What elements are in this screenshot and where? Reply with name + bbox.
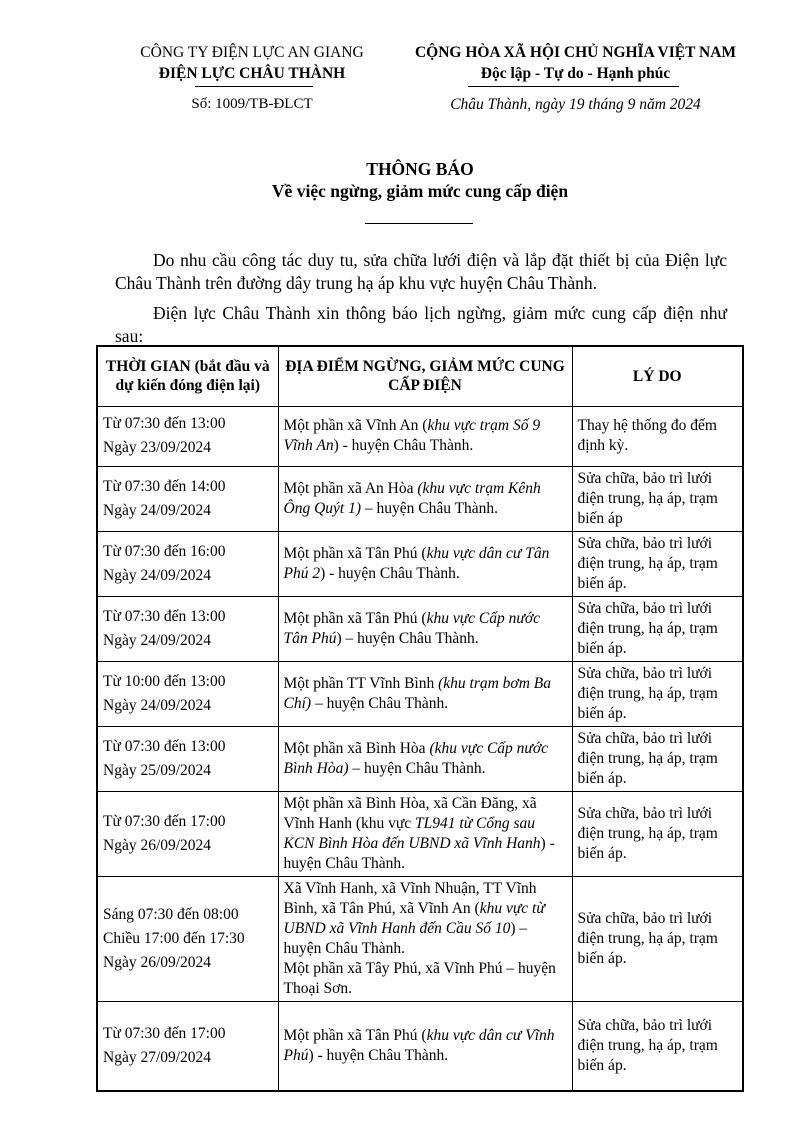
location-text <box>284 794 567 874</box>
reason-cell: Sửa chữa, bảo trì lưới điện trung, hạ áp, trạm biến áp. <box>572 1001 743 1091</box>
table-row <box>97 406 743 466</box>
location-part: ) - huyện Châu Thành. <box>308 1046 449 1064</box>
time-cell <box>97 596 278 661</box>
time-cell <box>97 876 278 1001</box>
time-line: Ngày 26/09/2024 <box>103 836 212 854</box>
location-text <box>284 416 567 456</box>
location-extra: Một phần xã Tây Phú, xã Vĩnh Phú – huyện Thoại Sơn. <box>283 959 556 997</box>
notice-subtitle: Về việc ngừng, giảm mức cung cấp điện <box>271 181 569 201</box>
title-rule <box>365 223 473 224</box>
location-cell <box>278 726 572 791</box>
location-text <box>284 739 567 779</box>
location-part: Một phần xã Tân Phú ( <box>283 544 427 562</box>
time-line: Ngày 25/09/2024 <box>103 761 212 779</box>
location-part: ) - huyện Châu Thành. <box>283 834 555 872</box>
location-part: – huyện Châu Thành. <box>311 694 449 712</box>
location-part: ) – huyện Châu Thành. <box>336 629 479 647</box>
reason-cell: Sửa chữa, bảo trì lưới điện trung, hạ áp, trạm biến áp. <box>572 726 743 791</box>
time-line: Ngày 24/09/2024 <box>103 696 212 714</box>
location-text <box>284 1026 567 1066</box>
location-cell <box>278 466 572 531</box>
location-part: Một phần xã Tân Phú ( <box>283 1026 427 1044</box>
unit-name: ĐIỆN LỰC CHÂU THÀNH <box>158 65 346 82</box>
company-name: CÔNG TY ĐIỆN LỰC AN GIANG <box>140 44 364 61</box>
time-line: Từ 07:30 đến 16:00 <box>103 542 226 560</box>
location-part: Một phần TT Vĩnh Bình <box>283 674 439 692</box>
intro-paragraph: Do nhu cầu công tác duy tu, sửa chữa lưới điện và lắp đặt thiết bị của Điện lực Châu Thành trên đường dây trung hạ áp khu vực huyện Châu Thành. <box>115 250 727 293</box>
reason-cell: Sửa chữa, bảo trì lưới điện trung, hạ áp, trạm biến áp. <box>572 531 743 596</box>
time-cell <box>97 406 278 466</box>
time-cell <box>97 1001 278 1091</box>
reason-cell: Sửa chữa, bảo trì lưới điện trung, hạ áp, trạm biến áp. <box>572 791 743 876</box>
location-detail: khu vực trạm Số 9 Vĩnh An <box>283 417 541 454</box>
time-line: Chiều 17:00 đến 17:30 <box>103 929 245 947</box>
table-row <box>97 531 743 596</box>
location-part: – huyện Châu Thành. <box>348 759 486 777</box>
time-line: Sáng 07:30 đến 08:00 <box>103 905 239 923</box>
location-cell <box>278 661 572 726</box>
location-detail: (khu vực Cấp nước Bình Hòa) <box>283 739 549 777</box>
location-part: Một phần xã Bình Hòa <box>283 739 430 757</box>
table-row <box>97 661 743 726</box>
place-date: Châu Thành, ngày 19 tháng 9 năm 2024 <box>450 96 701 113</box>
location-cell <box>278 531 572 596</box>
reason-cell: Sửa chữa, bảo trì lưới điện trung, hạ áp, trạm biến áp. <box>572 876 743 1001</box>
location-text <box>284 674 567 714</box>
time-cell <box>97 531 278 596</box>
location-cell <box>278 876 572 1001</box>
notice-title: THÔNG BÁO <box>366 159 474 179</box>
motto: Độc lập - Tự do - Hạnh phúc <box>480 65 671 82</box>
time-line: Từ 07:30 đến 17:00 <box>103 1024 226 1042</box>
header-rule-left <box>195 86 313 87</box>
time-line: Từ 07:30 đến 13:00 <box>103 737 226 755</box>
location-text <box>284 479 567 519</box>
header-reason: LÝ DO <box>572 346 743 406</box>
location-detail: TL941 từ Cổng sau KCN Bình Hòa đến UBND xã Vĩnh Hanh <box>283 814 541 852</box>
location-cell <box>278 596 572 661</box>
location-detail: (khu trạm bơm Ba Chí) <box>283 674 551 712</box>
location-part: Một phần xã Tân Phú ( <box>283 609 427 627</box>
doc-number: Số: 1009/TB-ĐLCT <box>191 96 313 112</box>
time-cell <box>97 791 278 876</box>
header-location: ĐỊA ĐIỂM NGỪNG, GIẢM MỨC CUNG CẤP ĐIỆN <box>278 346 572 406</box>
table-row <box>97 466 743 531</box>
table-row <box>97 726 743 791</box>
location-part: Một phần xã Vĩnh An ( <box>283 417 428 434</box>
table-header-row <box>97 346 743 406</box>
location-part: ) - huyện Châu Thành. <box>333 437 474 454</box>
time-line: Ngày 24/09/2024 <box>103 501 212 519</box>
location-part: Xã Vĩnh Hanh, xã Vĩnh Nhuận, TT Vĩnh Bình, xã Tân Phú, xã Vĩnh An ( <box>283 879 537 917</box>
time-line: Ngày 24/09/2024 <box>103 631 212 649</box>
time-line: Ngày 26/09/2024 <box>103 953 212 971</box>
location-part: – huyện Châu Thành. <box>361 499 499 517</box>
header-rule-right <box>468 86 679 87</box>
time-line: Từ 07:30 đến 17:00 <box>103 812 226 830</box>
schedule-intro: Điện lực Châu Thành xin thông báo lịch ngừng, giảm mức cung cấp điện như sau: <box>115 303 727 346</box>
reason-cell: Sửa chữa, bảo trì lưới điện trung, hạ áp, trạm biến áp. <box>572 596 743 661</box>
location-part: ) - huyện Châu Thành. <box>320 564 460 582</box>
header-time: THỜI GIAN (bắt đầu và dự kiến đóng điện lại) <box>97 346 278 406</box>
location-text <box>284 879 567 959</box>
location-cell <box>278 791 572 876</box>
time-cell <box>97 466 278 531</box>
location-detail: khu vực dân cư Vĩnh Phú <box>283 1026 555 1064</box>
table-row <box>97 1001 743 1091</box>
time-cell <box>97 726 278 791</box>
table-row <box>97 596 743 661</box>
location-text <box>284 609 567 649</box>
company-header <box>112 42 392 84</box>
time-cell <box>97 661 278 726</box>
reason-cell: Thay hệ thống đo đếm định kỳ. <box>572 406 743 466</box>
location-part: Một phần xã Bình Hòa, xã Cần Đăng, xã Vĩnh Hanh (khu vực <box>283 794 537 832</box>
time-line: Từ 07:30 đến 13:00 <box>103 607 226 625</box>
time-line: Từ 07:30 đến 14:00 <box>103 477 226 495</box>
location-part: ) – huyện Châu Thành. <box>283 919 528 957</box>
outage-schedule-table <box>96 345 744 1092</box>
location-text <box>284 544 567 584</box>
time-line: Ngày 23/09/2024 <box>103 439 212 456</box>
location-cell <box>278 1001 572 1091</box>
reason-cell: Sửa chữa, bảo trì lưới điện trung, hạ áp, trạm biến áp <box>572 466 743 531</box>
reason-cell: Sửa chữa, bảo trì lưới điện trung, hạ áp, trạm biến áp. <box>572 661 743 726</box>
location-cell <box>278 406 572 466</box>
time-line: Từ 10:00 đến 13:00 <box>103 672 226 690</box>
location-detail: khu vực Cấp nước Tân Phú <box>283 609 540 647</box>
table-row <box>97 791 743 876</box>
location-part: Một phần xã An Hòa <box>283 479 418 497</box>
location-detail: khu vực dân cư Tân Phú 2 <box>283 544 550 582</box>
table-row <box>97 876 743 1001</box>
nation-header: CỘNG HÒA XÃ HỘI CHỦ NGHĨA VIỆT NAM <box>414 44 737 61</box>
time-line: Ngày 24/09/2024 <box>103 566 212 584</box>
time-line: Từ 07:30 đến 13:00 <box>103 415 226 432</box>
location-detail: (khu vực trạm Kênh Ông Quýt 1) <box>283 479 541 517</box>
time-line: Ngày 27/09/2024 <box>103 1048 212 1066</box>
location-detail: khu vực từ UBND xã Vĩnh Hanh đến Cầu Số 10 <box>283 899 545 937</box>
